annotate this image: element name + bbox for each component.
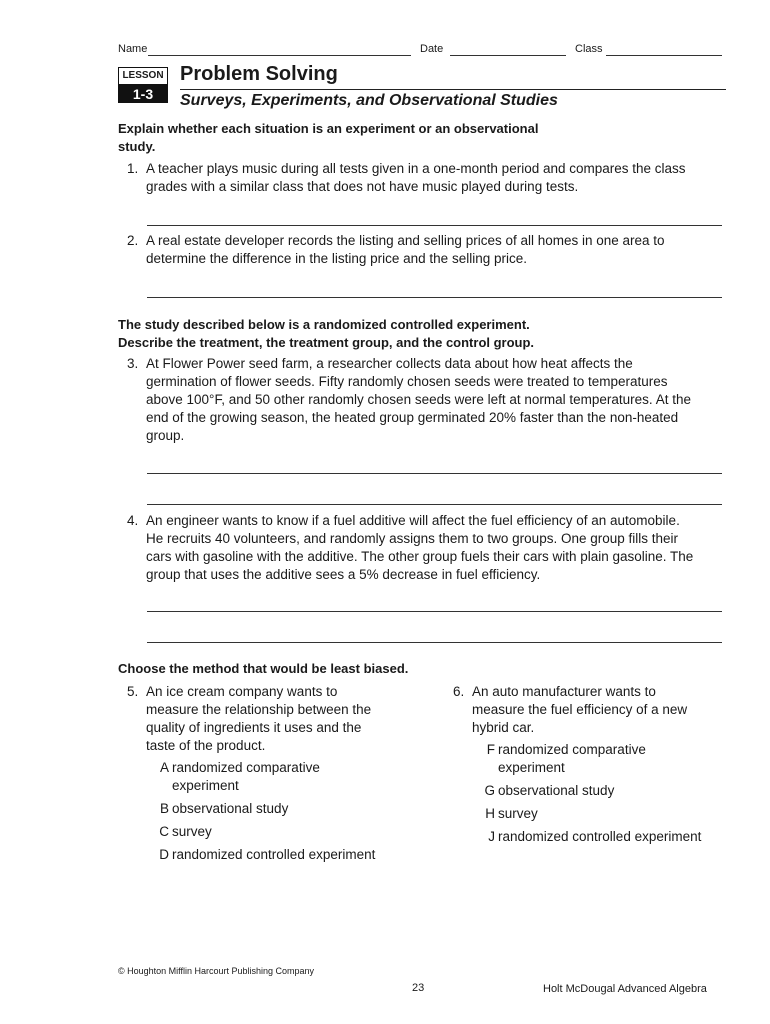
question-3	[127, 355, 691, 445]
page-number: 23	[412, 982, 425, 994]
option-a[interactable]	[155, 759, 320, 795]
question-line: end of the growing season, the heated group germinated 20% faster than the non-heated	[146, 410, 679, 425]
question-line: measure the relationship between the	[146, 702, 372, 717]
class-field[interactable]	[606, 55, 722, 56]
lesson-label: LESSON	[118, 67, 168, 85]
option-f[interactable]	[481, 741, 646, 777]
instruction-line: Describe the treatment, the treatment group, and the control group.	[118, 335, 535, 350]
book-title: Holt McDougal Advanced Algebra	[543, 983, 707, 995]
option-d[interactable]	[155, 846, 375, 864]
question-line: A real estate developer records the listing and selling prices of all homes in one area to	[146, 233, 665, 248]
option-h[interactable]	[481, 805, 538, 823]
option-line: randomized comparative	[172, 760, 320, 775]
option-line: survey	[172, 824, 212, 839]
option-b[interactable]	[155, 800, 288, 818]
class-label: Class	[575, 43, 603, 55]
question-line: determine the difference in the listing price and the selling price.	[146, 251, 527, 266]
question-number: 6.	[453, 684, 465, 699]
question-1	[127, 160, 686, 196]
section3-instruction: Choose the method that would be least biased.	[118, 661, 409, 676]
instruction-line: Explain whether each situation is an experiment or an observational	[118, 121, 539, 136]
question-line: group that uses the additive sees a 5% decrease in fuel efficiency.	[146, 567, 541, 582]
section2-instruction	[118, 316, 534, 352]
question-line: grades with a similar class that does not have music played during tests.	[146, 179, 579, 194]
option-c[interactable]	[155, 823, 212, 841]
question-line: hybrid car.	[472, 720, 535, 735]
option-letter: J	[488, 829, 495, 844]
question-2	[127, 232, 665, 268]
answer-line-4b[interactable]	[147, 642, 722, 643]
page-title: Problem Solving	[180, 63, 338, 85]
lesson-badge	[118, 67, 168, 101]
question-line: An auto manufacturer wants to	[472, 684, 656, 699]
question-number: 4.	[127, 513, 139, 528]
lesson-number: 1-3	[118, 85, 168, 103]
question-line: cars with gasoline with the additive. The other group fuels their cars with plain gasoline. The	[146, 549, 694, 564]
option-line: experiment	[498, 760, 565, 775]
question-line: above 100°F, and 50 other randomly chosen seeds were left at normal temperatures. At the	[146, 392, 691, 407]
option-letter: D	[159, 847, 169, 862]
question-number: 2.	[127, 233, 139, 248]
option-line: randomized controlled experiment	[498, 829, 702, 844]
option-letter: B	[159, 801, 169, 816]
question-line: germination of flower seeds. Fifty randomly chosen seeds were treated to temperatures	[146, 374, 668, 389]
option-letter: F	[486, 742, 495, 757]
option-letter: C	[159, 824, 169, 839]
question-number: 1.	[127, 161, 139, 176]
copyright-notice: © Houghton Mifflin Harcourt Publishing Company	[118, 966, 315, 976]
question-line: At Flower Power seed farm, a researcher collects data about how heat affects the	[146, 356, 633, 371]
option-line: observational study	[498, 783, 615, 798]
question-line: taste of the product.	[146, 738, 266, 753]
option-line: observational study	[172, 801, 289, 816]
option-line: survey	[498, 806, 538, 821]
question-line: quality of ingredients it uses and the	[146, 720, 362, 735]
instruction-line: study.	[118, 139, 156, 154]
option-line: randomized controlled experiment	[172, 847, 376, 862]
option-j[interactable]	[481, 828, 701, 846]
answer-line-3a[interactable]	[147, 473, 722, 474]
question-line: An ice cream company wants to	[146, 684, 338, 699]
question-line: measure the fuel efficiency of a new	[472, 702, 688, 717]
question-line: group.	[146, 428, 185, 443]
option-line: experiment	[172, 778, 239, 793]
question-4	[127, 512, 693, 584]
question-5	[127, 683, 371, 755]
date-field[interactable]	[450, 55, 566, 56]
page-subtitle: Surveys, Experiments, and Observational Studies	[180, 92, 558, 109]
name-field[interactable]	[148, 55, 411, 56]
answer-line-3b[interactable]	[147, 504, 722, 505]
question-line: A teacher plays music during all tests given in a one-month period and compares the class	[146, 161, 686, 176]
section1-instruction	[118, 120, 538, 156]
answer-line-1[interactable]	[147, 225, 722, 226]
question-number: 5.	[127, 684, 139, 699]
instruction-line: The study described below is a randomized controlled experiment.	[118, 317, 530, 332]
name-label: Name	[118, 43, 148, 55]
question-line: He recruits 40 volunteers, and randomly assigns them to two groups. One group fills their	[146, 531, 679, 546]
option-line: randomized comparative	[498, 742, 646, 757]
question-number: 3.	[127, 356, 139, 371]
answer-line-2[interactable]	[147, 297, 722, 298]
option-letter: G	[484, 783, 495, 798]
question-6	[453, 683, 687, 737]
question-line: An engineer wants to know if a fuel additive will affect the fuel efficiency of an automobile.	[146, 513, 680, 528]
option-g[interactable]	[481, 782, 614, 800]
title-divider	[180, 89, 726, 90]
date-label: Date	[420, 43, 444, 55]
option-letter: H	[485, 806, 495, 821]
option-letter: A	[159, 760, 169, 775]
answer-line-4a[interactable]	[147, 611, 722, 612]
